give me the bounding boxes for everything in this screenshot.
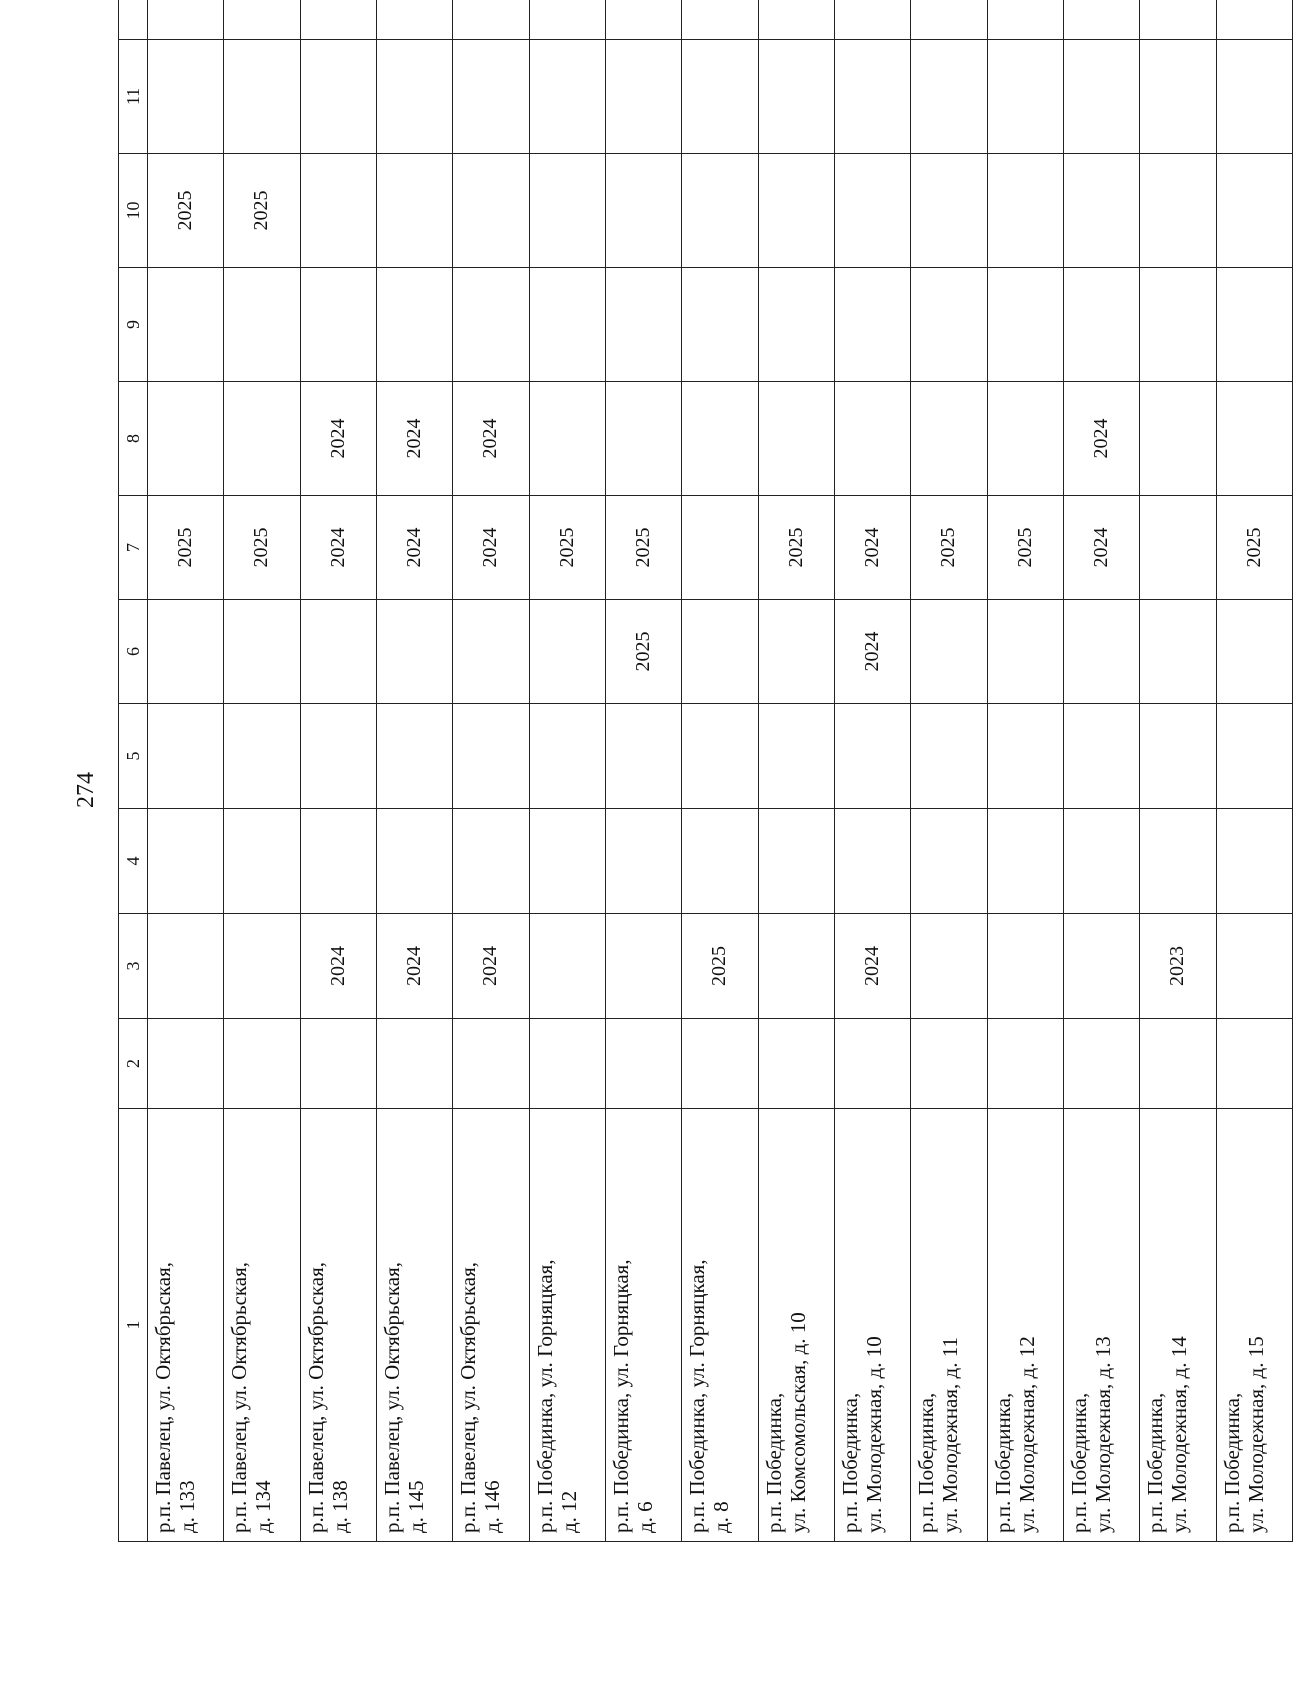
- year-cell: [1216, 382, 1292, 496]
- year-cell: 2024: [834, 600, 910, 704]
- address-cell: [529, 1109, 605, 1542]
- year-cell: [987, 809, 1063, 914]
- address-line: р.п. Побединка,: [1219, 1392, 1244, 1533]
- year-cell: [529, 0, 605, 40]
- address-cell: [453, 1109, 529, 1542]
- address-line: р.п. Побединка, ул. Горняцкая,: [685, 1259, 710, 1533]
- address-cell: [376, 1109, 452, 1542]
- column-header-1: 1: [119, 1109, 148, 1542]
- column-header-6: 6: [119, 600, 148, 704]
- year-cell: [453, 1019, 529, 1109]
- year-cell: [224, 1019, 300, 1109]
- year-cell: [148, 0, 224, 40]
- year-cell: [453, 40, 529, 154]
- year-cell: [911, 382, 987, 496]
- year-cell: 2025: [1216, 496, 1292, 600]
- year-cell: 2025: [682, 914, 758, 1019]
- year-cell: [987, 704, 1063, 809]
- year-cell: [911, 914, 987, 1019]
- year-cell: [1063, 40, 1139, 154]
- year-cell: [224, 600, 300, 704]
- year-cell: [1216, 0, 1292, 40]
- year-cell: [148, 809, 224, 914]
- column-header-7: 7: [119, 496, 148, 600]
- table-row: [1216, 0, 1292, 1542]
- address-cell: [605, 1109, 681, 1542]
- year-cell: [911, 704, 987, 809]
- year-cell: [453, 0, 529, 40]
- year-cell: [300, 40, 376, 154]
- year-cell: [1140, 704, 1216, 809]
- year-cell: [453, 600, 529, 704]
- address-line: р.п. Павелец, ул. Октябрьская,: [303, 1261, 328, 1533]
- year-cell: [987, 40, 1063, 154]
- table-row: [148, 0, 224, 1542]
- column-header-9: 9: [119, 268, 148, 382]
- year-cell: [1140, 1019, 1216, 1109]
- year-cell: [987, 154, 1063, 268]
- year-cell: [376, 1019, 452, 1109]
- year-cell: [682, 496, 758, 600]
- year-cell: [1063, 268, 1139, 382]
- year-cell: [1216, 600, 1292, 704]
- year-cell: [376, 600, 452, 704]
- address-cell: [148, 1109, 224, 1542]
- year-cell: [1140, 600, 1216, 704]
- year-cell: 2024: [453, 382, 529, 496]
- year-cell: [1216, 809, 1292, 914]
- year-cell: [758, 1019, 834, 1109]
- year-cell: [300, 704, 376, 809]
- year-cell: [148, 268, 224, 382]
- year-cell: [148, 382, 224, 496]
- year-cell: [1063, 0, 1139, 40]
- year-cell: [758, 914, 834, 1019]
- year-cell: [911, 268, 987, 382]
- table-row: [300, 0, 376, 1542]
- column-header-2: 2: [119, 1019, 148, 1109]
- year-cell: [529, 154, 605, 268]
- year-cell: [148, 704, 224, 809]
- year-cell: [834, 40, 910, 154]
- year-cell: 2024: [1063, 496, 1139, 600]
- column-header-10: 10: [119, 154, 148, 268]
- address-cell: [987, 1109, 1063, 1542]
- year-cell: [529, 704, 605, 809]
- year-cell: [148, 600, 224, 704]
- year-cell: [529, 600, 605, 704]
- year-cell: 2025: [148, 154, 224, 268]
- year-cell: [1063, 154, 1139, 268]
- year-cell: [834, 1019, 910, 1109]
- address-cell: [758, 1109, 834, 1542]
- year-cell: [682, 382, 758, 496]
- year-cell: 2024: [834, 914, 910, 1019]
- year-cell: [148, 1019, 224, 1109]
- table-row: [529, 0, 605, 1542]
- address-line: р.п. Побединка,: [1143, 1392, 1168, 1533]
- address-line: р.п. Побединка, ул. Горняцкая,: [608, 1259, 633, 1533]
- year-cell: [758, 0, 834, 40]
- year-cell: [605, 40, 681, 154]
- address-line: р.п. Побединка,: [1066, 1392, 1091, 1533]
- year-cell: [605, 809, 681, 914]
- address-line: ул. Молодежная, д. 11: [938, 1337, 963, 1533]
- year-cell: [758, 809, 834, 914]
- year-cell: 2024: [300, 914, 376, 1019]
- year-cell: [911, 40, 987, 154]
- address-line: р.п. Побединка,: [990, 1392, 1015, 1533]
- address-cell: [1140, 1109, 1216, 1542]
- year-cell: 2025: [605, 600, 681, 704]
- year-cell: [1140, 382, 1216, 496]
- year-cell: [987, 0, 1063, 40]
- table-row: [1140, 0, 1216, 1542]
- address-line: р.п. Побединка, ул. Горняцкая,: [532, 1259, 557, 1533]
- year-cell: [605, 154, 681, 268]
- address-line: р.п. Павелец, ул. Октябрьская,: [379, 1261, 404, 1533]
- year-cell: [605, 382, 681, 496]
- year-cell: 2025: [148, 496, 224, 600]
- year-cell: [529, 382, 605, 496]
- table-row: [682, 0, 758, 1542]
- year-cell: [911, 1019, 987, 1109]
- year-cell: [224, 914, 300, 1019]
- schedule-table: [118, 0, 1293, 1542]
- year-cell: [834, 268, 910, 382]
- year-cell: 2024: [300, 496, 376, 600]
- table-row: [453, 0, 529, 1542]
- address-line: р.п. Павелец, ул. Октябрьская,: [456, 1261, 481, 1533]
- year-cell: [1140, 0, 1216, 40]
- year-cell: [1063, 914, 1139, 1019]
- year-cell: [987, 1019, 1063, 1109]
- year-cell: [529, 809, 605, 914]
- year-cell: [987, 600, 1063, 704]
- year-cell: 2025: [987, 496, 1063, 600]
- year-cell: [682, 1019, 758, 1109]
- year-cell: [529, 40, 605, 154]
- year-cell: [300, 154, 376, 268]
- column-header-5: 5: [119, 704, 148, 809]
- year-cell: [300, 0, 376, 40]
- year-cell: [682, 600, 758, 704]
- year-cell: [682, 704, 758, 809]
- year-cell: [376, 809, 452, 914]
- address-cell: [1063, 1109, 1139, 1542]
- year-cell: [911, 600, 987, 704]
- address-line: д. 145: [403, 1480, 428, 1533]
- address-line: р.п. Побединка,: [761, 1392, 786, 1533]
- year-cell: [1063, 809, 1139, 914]
- year-cell: [1216, 40, 1292, 154]
- year-cell: [376, 0, 452, 40]
- address-cell: [300, 1109, 376, 1542]
- year-cell: [682, 809, 758, 914]
- year-cell: [682, 0, 758, 40]
- table-row: [1063, 0, 1139, 1542]
- address-line: д. 12: [556, 1490, 581, 1533]
- address-cell: [682, 1109, 758, 1542]
- year-cell: [1216, 268, 1292, 382]
- year-cell: [224, 382, 300, 496]
- column-header-11: 11: [119, 40, 148, 154]
- year-cell: [1063, 704, 1139, 809]
- year-cell: [1140, 154, 1216, 268]
- year-cell: [453, 268, 529, 382]
- year-cell: [529, 914, 605, 1019]
- year-cell: [148, 914, 224, 1019]
- year-cell: [605, 914, 681, 1019]
- year-cell: 2025: [911, 496, 987, 600]
- address-line: д. 146: [480, 1480, 505, 1533]
- year-cell: [1140, 496, 1216, 600]
- year-cell: 2024: [1063, 382, 1139, 496]
- year-cell: 2023: [1140, 914, 1216, 1019]
- year-cell: [834, 704, 910, 809]
- address-line: р.п. Павелец, ул. Октябрьская,: [151, 1261, 175, 1533]
- year-cell: [1063, 1019, 1139, 1109]
- year-cell: 2025: [224, 496, 300, 600]
- year-cell: [224, 40, 300, 154]
- year-cell: [1216, 704, 1292, 809]
- year-cell: [1140, 268, 1216, 382]
- year-cell: [987, 914, 1063, 1019]
- year-cell: [300, 809, 376, 914]
- year-cell: [605, 0, 681, 40]
- year-cell: [682, 154, 758, 268]
- year-cell: 2024: [834, 496, 910, 600]
- year-cell: [453, 704, 529, 809]
- column-header-12: [119, 0, 148, 40]
- year-cell: [376, 268, 452, 382]
- table-row: [834, 0, 910, 1542]
- year-cell: [987, 268, 1063, 382]
- table-header: [119, 0, 148, 1542]
- header-row: [119, 0, 148, 1542]
- table-row: [987, 0, 1063, 1542]
- year-cell: [682, 40, 758, 154]
- table-row: [758, 0, 834, 1542]
- table-body: [148, 0, 1293, 1542]
- address-line: р.п. Побединка,: [837, 1392, 862, 1533]
- address-line: д. 133: [175, 1480, 199, 1533]
- address-line: ул. Молодежная, д. 14: [1167, 1336, 1192, 1533]
- year-cell: [911, 809, 987, 914]
- address-line: ул. Молодежная, д. 12: [1014, 1336, 1039, 1533]
- year-cell: [834, 382, 910, 496]
- address-line: д. 8: [709, 1501, 734, 1533]
- year-cell: [224, 0, 300, 40]
- address-line: р.п. Павелец, ул. Октябрьская,: [227, 1261, 252, 1533]
- year-cell: [224, 268, 300, 382]
- year-cell: [453, 154, 529, 268]
- year-cell: [834, 809, 910, 914]
- year-cell: [605, 704, 681, 809]
- year-cell: [758, 268, 834, 382]
- address-cell: [911, 1109, 987, 1542]
- year-cell: [758, 600, 834, 704]
- year-cell: [529, 268, 605, 382]
- address-line: ул. Молодежная, д. 13: [1090, 1336, 1115, 1533]
- year-cell: [224, 704, 300, 809]
- address-line: ул. Молодежная, д. 10: [861, 1336, 886, 1533]
- table-row: [376, 0, 452, 1542]
- address-line: ул. Комсомольская, д. 10: [785, 1312, 810, 1533]
- year-cell: [682, 268, 758, 382]
- year-cell: [300, 1019, 376, 1109]
- address-cell: [1216, 1109, 1292, 1542]
- year-cell: [376, 704, 452, 809]
- year-cell: [453, 809, 529, 914]
- column-header-8: 8: [119, 382, 148, 496]
- year-cell: [376, 154, 452, 268]
- year-cell: [605, 1019, 681, 1109]
- year-cell: [911, 0, 987, 40]
- year-cell: [529, 1019, 605, 1109]
- year-cell: [300, 268, 376, 382]
- address-line: р.п. Побединка,: [914, 1392, 939, 1533]
- year-cell: [1140, 809, 1216, 914]
- schedule-table-rotated: [118, 66, 1293, 1542]
- page-number: 274: [73, 772, 99, 808]
- year-cell: 2025: [758, 496, 834, 600]
- year-cell: [300, 600, 376, 704]
- year-cell: 2025: [529, 496, 605, 600]
- address-line: д. 6: [632, 1501, 657, 1533]
- year-cell: 2024: [300, 382, 376, 496]
- column-header-4: 4: [119, 809, 148, 914]
- year-cell: [758, 40, 834, 154]
- year-cell: [758, 154, 834, 268]
- year-cell: 2025: [605, 496, 681, 600]
- year-cell: [758, 382, 834, 496]
- table-row: [224, 0, 300, 1542]
- address-cell: [834, 1109, 910, 1542]
- address-line: ул. Молодежная, д. 15: [1243, 1336, 1268, 1533]
- year-cell: 2024: [376, 914, 452, 1019]
- year-cell: [1216, 154, 1292, 268]
- year-cell: [834, 0, 910, 40]
- year-cell: [376, 40, 452, 154]
- year-cell: [605, 268, 681, 382]
- year-cell: [834, 154, 910, 268]
- year-cell: [911, 154, 987, 268]
- year-cell: [987, 382, 1063, 496]
- table-row: [911, 0, 987, 1542]
- year-cell: 2024: [376, 496, 452, 600]
- year-cell: 2024: [376, 382, 452, 496]
- address-line: д. 138: [327, 1480, 352, 1533]
- column-header-3: 3: [119, 914, 148, 1019]
- year-cell: [1216, 914, 1292, 1019]
- year-cell: 2024: [453, 914, 529, 1019]
- address-cell: [224, 1109, 300, 1542]
- year-cell: [758, 704, 834, 809]
- year-cell: 2025: [224, 154, 300, 268]
- year-cell: [1140, 40, 1216, 154]
- table-row: [605, 0, 681, 1542]
- year-cell: [224, 809, 300, 914]
- address-line: д. 134: [251, 1480, 276, 1533]
- year-cell: [1216, 1019, 1292, 1109]
- year-cell: [1063, 600, 1139, 704]
- year-cell: 2024: [453, 496, 529, 600]
- year-cell: [148, 40, 224, 154]
